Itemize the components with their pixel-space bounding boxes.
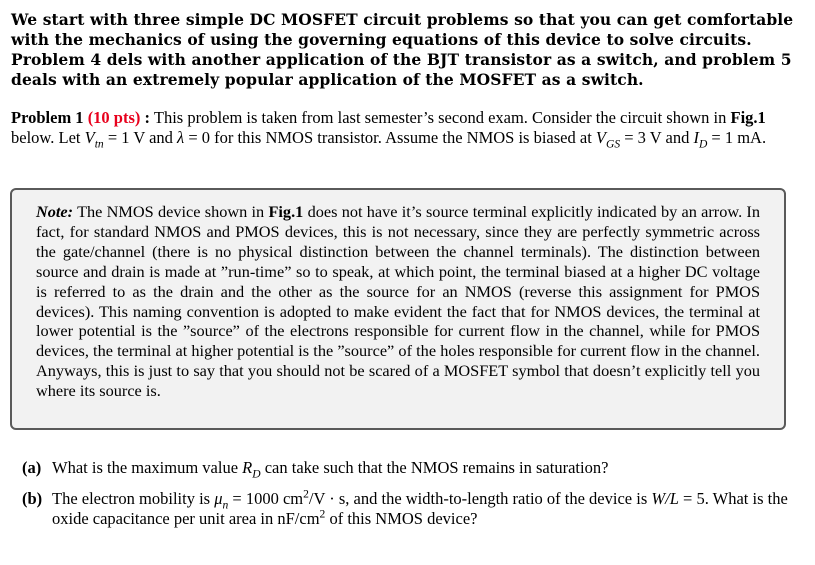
vgs-subscript: GS <box>606 138 621 151</box>
rd-subscript: D <box>252 468 261 481</box>
part-b <box>22 489 792 529</box>
note-text-a: The NMOS device shown in <box>77 202 265 221</box>
note-text <box>36 202 760 401</box>
part-b-text-c: /V · s, and the width-to-length ratio of the device is <box>308 489 652 508</box>
part-b-text-b: = 1000 cm <box>228 489 304 508</box>
vtn-symbol: V <box>84 128 95 147</box>
problem-1-statement <box>11 108 796 151</box>
part-b-text-e: of this NMOS device? <box>325 509 478 528</box>
part-label: (b) <box>22 489 43 508</box>
part-a <box>22 458 792 481</box>
part-a-text-b: can take such that the NMOS remains in saturation? <box>260 458 609 477</box>
id-subscript: D <box>698 138 708 151</box>
cm-squared-exp-2: 2 <box>319 508 326 521</box>
vgs-value: = 3 V and <box>620 128 694 147</box>
rd-symbol: R <box>242 458 253 477</box>
part-b-text-a: The electron mobility is <box>52 489 215 508</box>
note-text-b: does not have it’s source terminal explicitly indicated by an arrow. In fact, for standard NMOS and PMOS devices, this is not necessary, since they are perfectly symmetric across the gate/channel (there is no physical distinction between the channel terminals). The distinction between source and drain is made at ”run-time” so to speak, at which point, the terminal biased at a higher DC voltage is referred to as the drain and the other as the source for an NMOS (reverse this assignment for PMOS devices). This naming convention is adopted to make evident the fact that for NMOS devices, the terminal at lower potential is the ”source” of the electrons responsible for current flow in the channel, while for PMOS devices, the terminal at higher potential is the ”source” of the holes responsible for current flow in the channel. Anyways, this is just to say that you should not be scared of a MOSFET symbol that doesn’t explicitly tell you where its source is. <box>36 202 760 401</box>
part-label: (a) <box>22 458 42 477</box>
lambda-symbol: λ <box>177 128 185 147</box>
intro-paragraph: We start with three simple DC MOSFET circuit problems so that you can get comfortable with the mechanics of using the governing equations of this device to solve circuits. Problem 4 dels with another application of the BJT transistor as a switch, and problem 5 deals with an extremely popular application of the MOSFET as a switch. <box>11 10 794 89</box>
problem-colon: : <box>144 108 151 127</box>
part-text <box>52 458 792 481</box>
part-text <box>52 489 792 529</box>
vgs-symbol: V <box>595 128 606 147</box>
wl-ratio: W/L <box>651 489 679 508</box>
id-symbol: I <box>693 128 699 147</box>
problem-parts <box>22 458 792 540</box>
cm-squared-exp: 2 <box>303 488 309 501</box>
lambda-value: = 0 for this NMOS transistor. Assume the NMOS is biased at <box>184 128 596 147</box>
problem-points: (10 pts) <box>87 108 141 127</box>
vtn-value: = 1 V and <box>103 128 178 147</box>
note-box <box>10 188 786 430</box>
problem-label: Problem 1 <box>11 108 84 127</box>
fig-ref: Fig.1 <box>730 108 766 127</box>
problem-text-b: below. Let <box>11 128 81 147</box>
part-b-text-d: = 5. What is the oxide capacitance per unit area in nF/cm <box>52 489 788 528</box>
vtn-subscript: tn <box>94 138 104 151</box>
problem-text-a: This problem is taken from last semester’s second exam. Consider the circuit shown in <box>153 108 727 127</box>
mu-subscript: n <box>222 499 229 512</box>
note-label: Note: <box>36 202 74 221</box>
mu-symbol: μ <box>214 489 223 508</box>
note-fig-ref: Fig.1 <box>268 202 304 221</box>
id-value: = 1 mA. <box>707 128 767 147</box>
part-a-text-a: What is the maximum value <box>52 458 243 477</box>
